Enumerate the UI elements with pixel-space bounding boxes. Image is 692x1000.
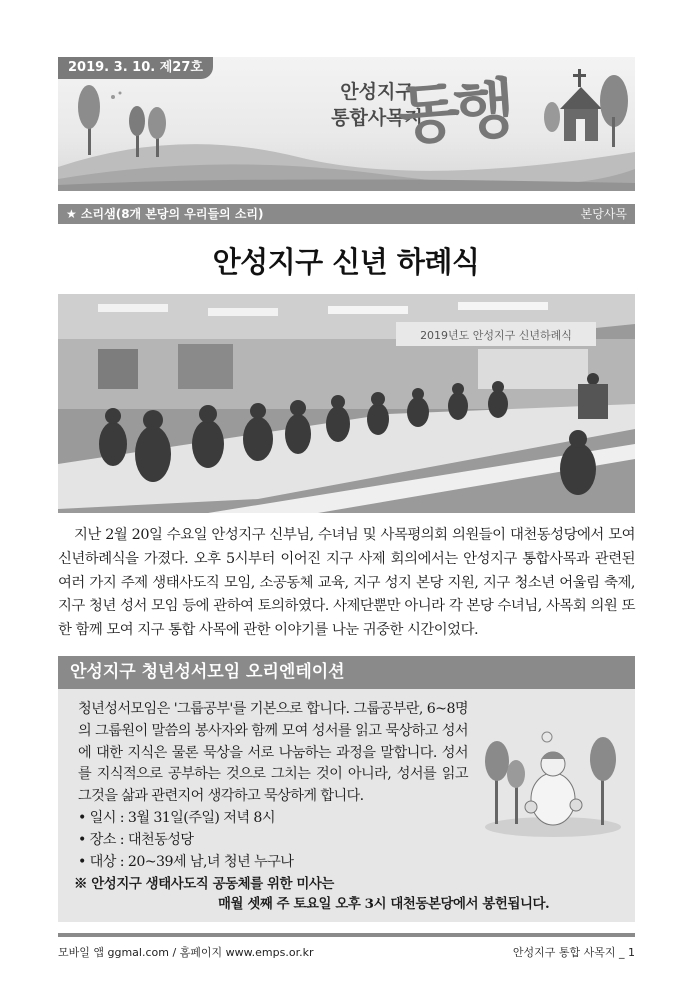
section-label: ★ 소리샘(8개 본당의 우리들의 소리) — [66, 207, 264, 221]
article-photo — [58, 294, 635, 513]
footer-page-label: 안성지구 통합 사목지 _ 1 — [512, 946, 635, 959]
jesus-with-children-illustration — [483, 719, 623, 839]
publication-logo: 동행 — [395, 71, 513, 154]
detail-date: • 일시 : 3월 31일(주일) 저녁 8시 — [78, 809, 275, 826]
event-details-list — [78, 808, 468, 873]
kicker-line-2: 통합사목지 — [331, 107, 423, 129]
box-text — [78, 699, 468, 873]
article-body — [58, 524, 635, 643]
ceremony-hall-photo — [58, 294, 635, 513]
issue-date-badge: 2019. 3. 10. 제27호 — [58, 57, 213, 79]
header-banner — [58, 57, 635, 191]
detail-place: • 장소 : 대천동성당 — [78, 831, 194, 848]
section-bar — [58, 204, 635, 224]
photo-banner-text: 2019년도 안성지구 신년하례식 — [420, 329, 572, 342]
footer-rule — [58, 933, 635, 937]
article-paragraph: 지난 2월 20일 수요일 안성지구 신부님, 수녀님 및 사목평의회 의원들이 대천동성당에서 모여 신년하례식을 가졌다. 오후 5시부터 이어진 지구 사제 회의에서는 안성지구 통합사목과 관련된 여러 가지 주제 생태사도직 모임, 소공동체 교육, 지구 성지 본당 지원, 지구 청소년 어울림 축제, 지구 청년 성서 모임 등에 관하여 토의하였다. 사제단뿐만 아니라 각 본당 수녀님, 사목회 의원 또한 함께 모여 지구 통합 사목에 관한 이야기를 나눈 귀중한 시간이었다. — [58, 527, 635, 639]
mass-notice-line-1: ※ 안성지구 생태사도직 공동체를 위한 미사는 — [74, 876, 334, 892]
mass-notice — [74, 874, 614, 914]
box-header — [58, 656, 635, 689]
box-intro: 청년성서모임은 '그룹공부'를 기본으로 합니다. 그룹공부란, 6~8명의 그룹원이 말씀의 봉사자와 함께 모여 성서를 읽고 묵상하고 성서에 대한 지식은 물론 묵상을 서로 나눔하는 과정을 말합니다. 성서를 지식적으로 공부하는 것으로 그치는 것이 아니라, 성서를 읽고 그것을 삶과 관련지어 생각하고 묵상하게 합니다. — [78, 701, 468, 805]
footer-contact: 모바일 앱 ggmal.com / 홈페이지 www.emps.or.kr — [58, 946, 314, 959]
section-parish-label: 본당사목 — [580, 207, 627, 221]
box-title: 안성지구 청년성서모임 오리엔테이션 — [70, 662, 345, 682]
info-box — [58, 689, 635, 922]
article-title: 안성지구 신년 하례식 — [212, 245, 480, 279]
kicker-line-1: 안성지구 — [340, 81, 414, 103]
detail-target: • 대상 : 20~39세 남,녀 청년 누구나 — [78, 853, 294, 870]
mass-notice-line-2: 매월 셋째 주 토요일 오후 3시 대천동본당에서 봉헌됩니다. — [218, 896, 550, 912]
